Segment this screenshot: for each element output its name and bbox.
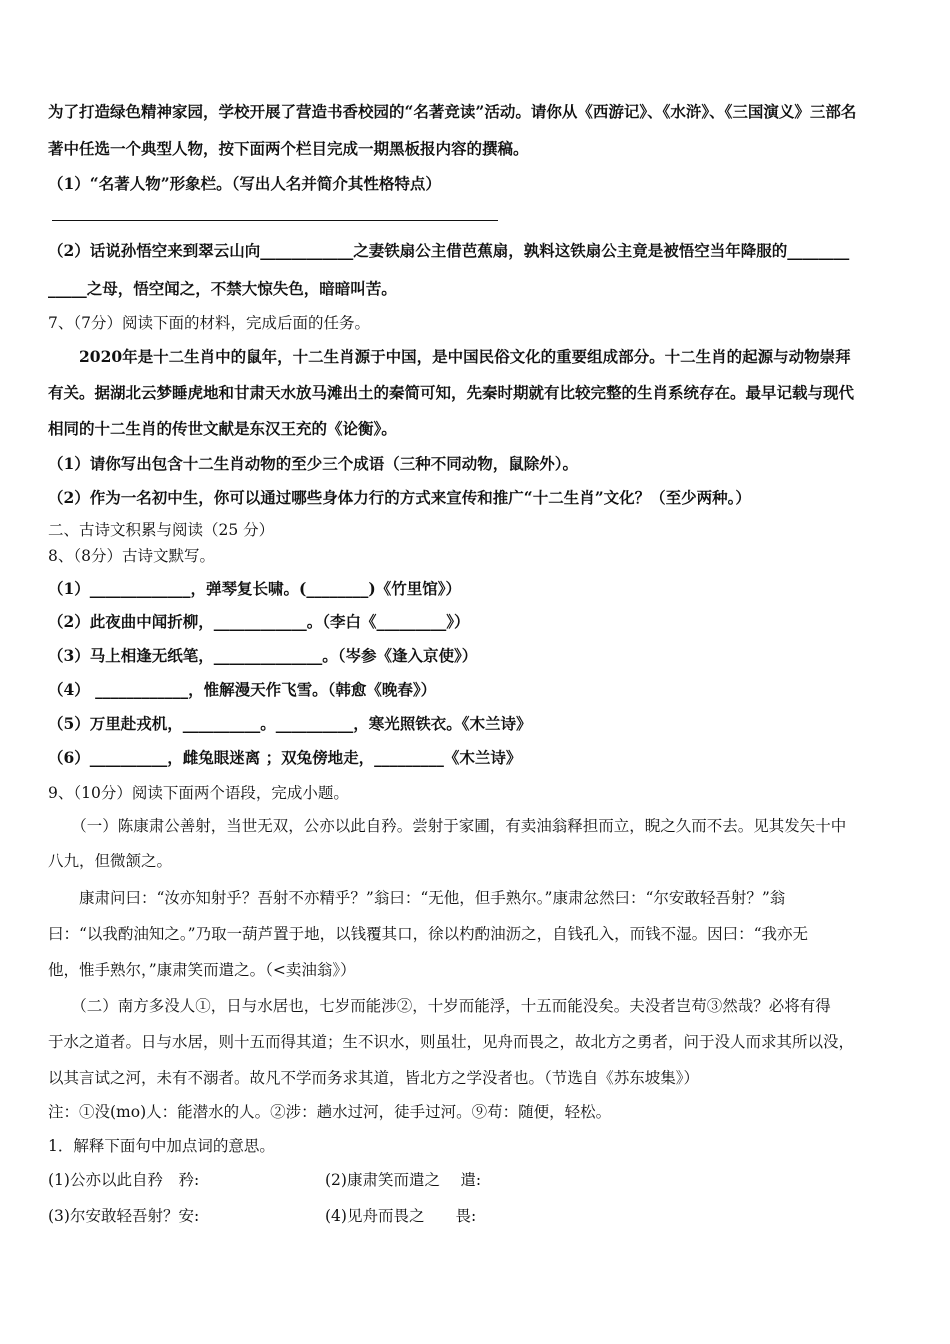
text-line: （4） ____________，惟解漫天作飞雪。（韩愈《晚春》） bbox=[48, 680, 437, 699]
text-line: 为了打造绿色精神家园，学校开展了营造书香校园的“名著竞读”活动。请你从《西游记》、《水浒》、《三国演义》三部名 bbox=[48, 102, 857, 121]
text-line: 八九，但微颔之。 bbox=[48, 852, 173, 870]
question-heading: 7、（7分）阅读下面的材料，完成后面的任务。 bbox=[48, 314, 370, 332]
text-line: （一）陈康肃公善射，当世无双，公亦以此自矜。尝射于家圃，有卖油翁释担而立，睨之久而不去。见其发矢十中 bbox=[48, 817, 847, 835]
note-line: 注：①没(mo)人：能潜水的人。②涉：趟水过河，徒手过河。⑨苟：随便，轻松。 bbox=[48, 1103, 612, 1121]
text-line: _____之母，悟空闻之，不禁大惊失色，暗暗叫苦。 bbox=[48, 279, 397, 298]
text-line: 著中任选一个典型人物，按下面两个栏目完成一期黑板报内容的撰稿。 bbox=[48, 139, 529, 158]
text-line: （二）南方多没人①，日与水居也，七岁而能涉②，十岁而能浮，十五而能没矣。夫没者岂苟③然哉？必将有得 bbox=[48, 997, 831, 1015]
text-line: （3）马上相逢无纸笔，______________。（岑参《逢入京使》） bbox=[48, 646, 478, 665]
question-heading: 9、（10分）阅读下面两个语段，完成小题。 bbox=[48, 784, 349, 802]
text-line: （6）__________，雌兔眼迷离 ；双兔傍地走，_________《木兰诗》 bbox=[48, 748, 522, 767]
question-heading: 8、（8分）古诗文默写。 bbox=[48, 547, 215, 565]
text-line: 他，惟手熟尔，”康肃笑而遣之。（<卖油翁》） bbox=[48, 961, 356, 979]
text-line: 2020年是十二生肖中的鼠年，十二生肖源于中国，是中国民俗文化的重要组成部分。十二生肖的起源与动物崇拜 bbox=[48, 347, 851, 366]
section-heading: 二、古诗文积累与阅读（25 分） bbox=[48, 521, 275, 539]
text-line: （1）请你写出包含十二生肖动物的至少三个成语（三种不同动物，鼠除外）。 bbox=[48, 454, 579, 473]
text-line: （2）话说孙悟空来到翠云山向____________之妻铁扇公主借芭蕉扇，孰料这铁扇公主竟是被悟空当年降服的________ bbox=[48, 241, 850, 260]
text-line: （1）“名著人物”形象栏。（写出人名并简介其性格特点） bbox=[48, 174, 441, 193]
answer-blank-line bbox=[52, 220, 498, 221]
text-line: 康肃问曰：“汝亦知射乎？吾射不亦精乎？”翁曰：“无他，但手熟尔。”康肃忿然曰：“尔安敢轻吾射？”翁 bbox=[48, 889, 786, 907]
text-line: （2）作为一名初中生，你可以通过哪些身体力行的方式来宣传和推广“十二生肖”文化？（至少两种。） bbox=[48, 488, 751, 507]
sub-question: 1．解释下面句中加点词的意思。 bbox=[48, 1137, 275, 1155]
item-4: (4)见舟而畏之 畏: bbox=[325, 1207, 477, 1225]
text-line: 有关。据湖北云梦睡虎地和甘肃天水放马滩出土的秦简可知，先秦时期就有比较完整的生肖系统存在。最早记载与现代 bbox=[48, 383, 855, 402]
text-line: 曰：“以我酌油知之。”乃取一葫芦置于地，以钱覆其口，徐以杓酌油沥之，自钱孔入，而钱不湿。因曰：“我亦无 bbox=[48, 925, 809, 943]
text-line: （1）_____________，弹琴复长啸。(________)《竹里馆》） bbox=[48, 579, 461, 598]
text-line: 相同的十二生肖的传世文献是东汉王充的《论衡》。 bbox=[48, 419, 397, 438]
text-line: （2）此夜曲中闻折柳，____________。（李白《_________》） bbox=[48, 612, 470, 631]
text-line: （5）万里赴戎机，__________。__________，寒光照铁衣。《木兰诗》 bbox=[48, 714, 532, 733]
item-1: (1)公亦以此自矜 矜: bbox=[48, 1171, 200, 1189]
text-line: 以其言试之河，未有不溺者。故凡不学而务求其道，皆北方之学没者也。（节选自《苏东坡集》） bbox=[48, 1069, 700, 1087]
item-3: (3)尔安敢轻吾射？安: bbox=[48, 1207, 200, 1225]
item-2: (2)康肃笑而遣之 遣: bbox=[325, 1171, 482, 1189]
text-line: 于水之道者。日与水居，则十五而得其道；生不识水，则虽壮，见舟而畏之，故北方之勇者，问于没人而求其所以没， bbox=[48, 1033, 855, 1051]
